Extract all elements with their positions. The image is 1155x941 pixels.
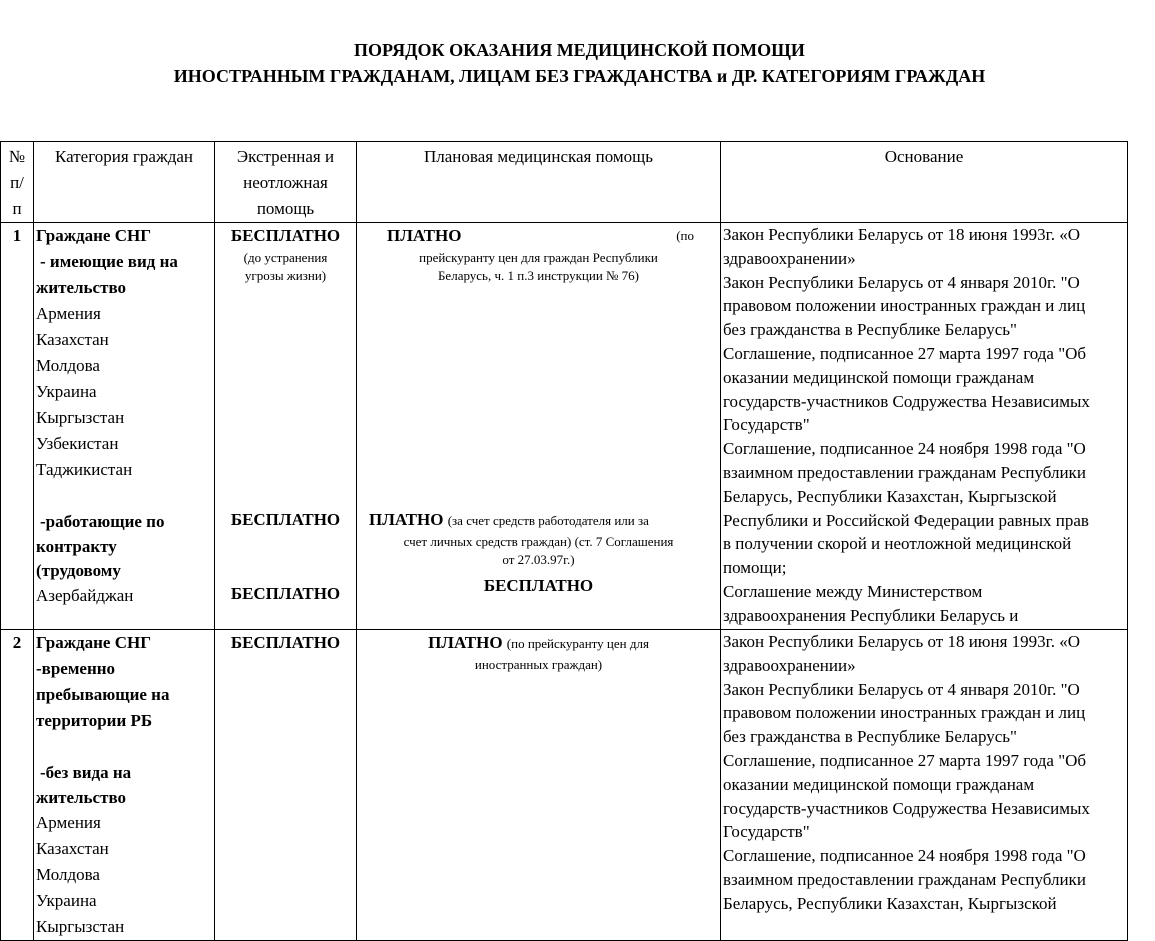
- planned-note: от 27.03.97г.): [502, 552, 575, 567]
- basis-line: правовом положении иностранных граждан и лиц: [723, 703, 1086, 723]
- basis-line: здравоохранении»: [723, 248, 856, 268]
- planned-note: (по прейскуранту цен для: [506, 636, 649, 651]
- basis-line: Государств": [723, 822, 810, 842]
- emergency-note: (до устранения: [243, 250, 328, 265]
- category-cell: [34, 223, 215, 630]
- country-name: Молдова: [36, 356, 100, 375]
- basis-line: взаимном предоставлении гражданам Республики: [723, 462, 1086, 482]
- emergency-status: БЕСПЛАТНО: [230, 584, 341, 603]
- category-subtitle: жительство: [36, 278, 127, 297]
- basis-line: здравоохранении»: [723, 655, 856, 675]
- spacer: [36, 483, 212, 509]
- category-subtitle: территории РБ: [36, 711, 153, 730]
- country-name: Кыргызстан: [36, 917, 125, 936]
- header-planned: Плановая медицинская помощь: [357, 142, 721, 223]
- basis-line: взаимном предоставлении гражданам Республики: [723, 869, 1086, 889]
- basis-line: оказании медицинской помощи гражданам: [723, 367, 1035, 387]
- spacer: [217, 285, 354, 507]
- emergency-cell: [215, 630, 357, 941]
- category-cell: [34, 630, 215, 941]
- planned-status: ПЛАТНО: [369, 510, 444, 529]
- emergency-status: БЕСПЛАТНО: [230, 633, 341, 652]
- planned-status: БЕСПЛАТНО: [483, 576, 594, 595]
- basis-line: Государств": [723, 415, 810, 435]
- planned-note: счет личных средств граждан) (ст. 7 Соглашения: [403, 534, 674, 549]
- category-subtitle: (трудовому: [36, 561, 121, 580]
- planned-note: прейскуранту цен для граждан Республики: [419, 250, 658, 265]
- country-name: Таджикистан: [36, 460, 133, 479]
- category-title: Граждане СНГ: [36, 633, 152, 652]
- country-name: Азербайджан: [36, 586, 134, 605]
- header-emergency-line: Экстренная и: [236, 147, 335, 166]
- table-header-row: [1, 142, 1128, 223]
- country-name: Молдова: [36, 865, 100, 884]
- planned-status: ПЛАТНО: [387, 226, 462, 245]
- country-name: Украина: [36, 891, 97, 910]
- country-name: Узбекистан: [36, 434, 119, 453]
- header-num-line: №: [8, 147, 26, 166]
- document-title-line2: ИНОСТРАННЫМ ГРАЖДАНАМ, ЛИЦАМ БЕЗ ГРАЖДАНСТВА и ДР. КАТЕГОРИЯМ ГРАЖДАН: [173, 66, 986, 86]
- spacer: [359, 285, 718, 507]
- basis-line: без гражданства в Республике Беларусь": [723, 727, 1017, 747]
- basis-line: помощи;: [723, 558, 787, 578]
- basis-line: правовом положении иностранных граждан и лиц: [723, 296, 1086, 316]
- basis-line: Закон Республики Беларусь от 18 июня 1993г. «О: [723, 225, 1080, 244]
- emergency-status: БЕСПЛАТНО: [230, 510, 341, 529]
- header-category: Категория граждан: [34, 142, 215, 223]
- planned-note: Беларусь, ч. 1 п.3 инструкции № 76): [437, 268, 640, 283]
- planned-cell: [357, 223, 721, 630]
- planned-cell: [357, 630, 721, 941]
- basis-line: Закон Республики Беларусь от 4 января 2010г. "О: [723, 272, 1080, 292]
- header-num: [1, 142, 34, 223]
- basis-line: государств-участников Содружества Независимых: [723, 798, 1090, 818]
- basis-line: Соглашение, подписанное 24 ноября 1998 года "О: [723, 846, 1086, 866]
- country-name: Казахстан: [36, 839, 109, 858]
- basis-line: Закон Республики Беларусь от 18 июня 1993г. «О: [723, 632, 1080, 651]
- basis-line: без гражданства в Республике Беларусь": [723, 320, 1017, 340]
- basis-cell: [721, 630, 1128, 941]
- basis-line: Соглашение, подписанное 27 марта 1997 года "Об: [723, 750, 1087, 770]
- category-subtitle: -без вида на: [40, 763, 132, 782]
- table-row: [1, 630, 1128, 941]
- basis-cell: [721, 223, 1128, 630]
- basis-line: Соглашение между Министерством: [723, 581, 983, 601]
- basis-line: здравоохранения Республики Беларусь и: [723, 605, 1019, 625]
- emergency-status: БЕСПЛАТНО: [230, 226, 341, 245]
- planned-note: (за счет средств работодателя или за: [447, 513, 649, 528]
- header-emergency-line: неотложная: [243, 173, 328, 192]
- emergency-note: угрозы жизни): [244, 268, 327, 283]
- basis-line: Беларусь, Республики Казахстан, Кыргызской: [723, 893, 1057, 913]
- row-number: 1: [1, 223, 34, 630]
- basis-line: Соглашение, подписанное 24 ноября 1998 года "О: [723, 439, 1086, 459]
- country-name: Кыргызстан: [36, 408, 125, 427]
- category-subtitle: -работающие по: [40, 512, 165, 531]
- country-name: Казахстан: [36, 330, 109, 349]
- category-subtitle: -временно: [36, 659, 116, 678]
- basis-line: Закон Республики Беларусь от 4 января 2010г. "О: [723, 679, 1080, 699]
- country-name: Украина: [36, 382, 97, 401]
- header-emergency-line: помощь: [256, 199, 315, 218]
- country-name: Армения: [36, 813, 101, 832]
- category-title: Граждане СНГ: [36, 226, 152, 245]
- basis-line: Соглашение, подписанное 27 марта 1997 года "Об: [723, 343, 1087, 363]
- category-subtitle: - имеющие вид на: [40, 252, 178, 271]
- category-subtitle: пребывающие на: [36, 685, 170, 704]
- planned-status: ПЛАТНО: [428, 633, 503, 652]
- table-row: [1, 223, 1128, 630]
- basis-line: оказании медицинской помощи гражданам: [723, 774, 1035, 794]
- header-emergency: [215, 142, 357, 223]
- basis-line: в получении скорой и неотложной медицинской: [723, 534, 1072, 554]
- header-num-line: п: [12, 199, 22, 218]
- row-number: 2: [1, 630, 34, 941]
- document-title-line1: ПОРЯДОК ОКАЗАНИЯ МЕДИЦИНСКОЙ ПОМОЩИ: [354, 40, 805, 60]
- country-name: Армения: [36, 304, 101, 323]
- header-num-line: п/: [10, 173, 24, 192]
- emergency-cell: [215, 223, 357, 630]
- basis-line: Республики и Российской Федерации равных прав: [723, 510, 1089, 530]
- header-basis: Основание: [721, 142, 1128, 223]
- planned-note: иностранных граждан): [474, 657, 603, 672]
- category-subtitle: жительство: [36, 788, 127, 807]
- planned-note: (по: [676, 228, 694, 243]
- category-subtitle: контракту: [36, 537, 117, 556]
- basis-line: государств-участников Содружества Независимых: [723, 391, 1090, 411]
- spacer: [36, 734, 212, 760]
- medical-care-table: [0, 141, 1128, 941]
- basis-line: Беларусь, Республики Казахстан, Кыргызской: [723, 486, 1057, 506]
- spacer: [217, 533, 354, 581]
